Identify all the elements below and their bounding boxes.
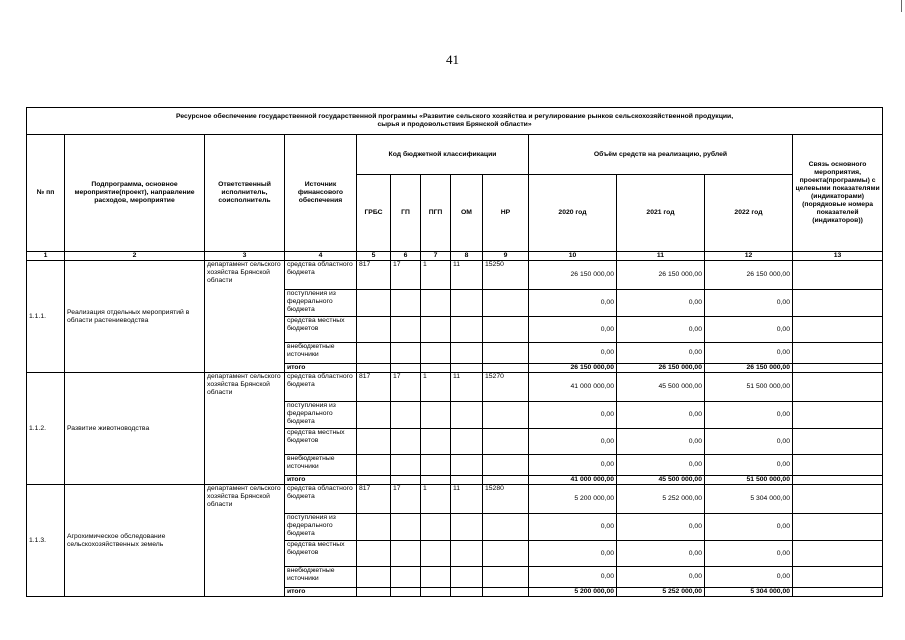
source-cell: средства областного бюджета xyxy=(285,485,357,514)
value-2020: 0,00 xyxy=(529,402,617,429)
pgp-cell xyxy=(421,588,451,597)
nr-cell xyxy=(483,455,529,476)
link-cell xyxy=(793,567,883,588)
link-cell xyxy=(793,343,883,364)
value-2020: 0,00 xyxy=(529,567,617,588)
value-2021: 45 500 000,00 xyxy=(617,373,705,402)
gp-cell: 17 xyxy=(391,485,421,514)
row-executor: департамент сельского хозяйства Брянской области xyxy=(205,261,285,373)
source-cell: поступления из федерального бюджета xyxy=(285,514,357,541)
gp-cell xyxy=(391,317,421,343)
link-cell xyxy=(793,541,883,567)
pgp-cell xyxy=(421,317,451,343)
column-number: 13 xyxy=(793,252,883,261)
source-cell: средства местных бюджетов xyxy=(285,541,357,567)
link-cell xyxy=(793,402,883,429)
pgp-cell: 1 xyxy=(421,261,451,290)
grbs-cell xyxy=(357,429,391,455)
pgp-cell xyxy=(421,476,451,485)
value-2022: 5 304 000,00 xyxy=(705,588,793,597)
source-cell: поступления из федерального бюджета xyxy=(285,402,357,429)
column-number: 2 xyxy=(65,252,205,261)
gp-cell xyxy=(391,541,421,567)
nr-cell xyxy=(483,567,529,588)
link-cell xyxy=(793,514,883,541)
gp-cell xyxy=(391,429,421,455)
grbs-cell xyxy=(357,514,391,541)
header-grbs: ГРБС xyxy=(357,175,391,252)
header-num: № пп xyxy=(27,135,65,252)
om-cell xyxy=(451,588,483,597)
gp-cell xyxy=(391,567,421,588)
nr-cell: 15280 xyxy=(483,485,529,514)
grbs-cell xyxy=(357,402,391,429)
om-cell xyxy=(451,343,483,364)
nr-cell: 15250 xyxy=(483,261,529,290)
value-2021: 0,00 xyxy=(617,402,705,429)
source-cell: внебюджетные источники xyxy=(285,455,357,476)
value-2021: 26 150 000,00 xyxy=(617,261,705,290)
source-cell: итого xyxy=(285,588,357,597)
column-number: 10 xyxy=(529,252,617,261)
column-number: 11 xyxy=(617,252,705,261)
gp-cell xyxy=(391,290,421,317)
link-cell xyxy=(793,373,883,402)
row-executor: департамент сельского хозяйства Брянской области xyxy=(205,485,285,597)
value-2020: 26 150 000,00 xyxy=(529,261,617,290)
grbs-cell xyxy=(357,567,391,588)
nr-cell xyxy=(483,541,529,567)
grbs-cell xyxy=(357,588,391,597)
table-row xyxy=(27,485,883,514)
pgp-cell xyxy=(421,567,451,588)
row-number: 1.1.3. xyxy=(27,485,65,597)
value-2022: 0,00 xyxy=(705,343,793,364)
row-name: Агрохимическое обследование сельскохозяйственных земель xyxy=(65,485,205,597)
source-cell: поступления из федерального бюджета xyxy=(285,290,357,317)
source-cell: средства областного бюджета xyxy=(285,261,357,290)
value-2020: 0,00 xyxy=(529,541,617,567)
column-number: 7 xyxy=(421,252,451,261)
nr-cell: 15270 xyxy=(483,373,529,402)
header-source: Источник финансового обеспечения xyxy=(285,135,357,252)
table-row xyxy=(27,373,883,402)
row-name: Реализация отдельных мероприятий в области растениеводства xyxy=(65,261,205,373)
grbs-cell xyxy=(357,455,391,476)
om-cell xyxy=(451,364,483,373)
column-number: 9 xyxy=(483,252,529,261)
value-2022: 0,00 xyxy=(705,290,793,317)
link-cell xyxy=(793,364,883,373)
link-cell xyxy=(793,290,883,317)
value-2020: 0,00 xyxy=(529,343,617,364)
value-2022: 0,00 xyxy=(705,402,793,429)
table-body xyxy=(27,261,883,597)
nr-cell xyxy=(483,402,529,429)
source-cell: итого xyxy=(285,476,357,485)
table-title: Ресурсное обеспечение государственной государственной программы «Развитие сельского хозяйства и регулирование рынков сельскохозяйственной продукции, сырья и продовольствия Брянской области» xyxy=(27,108,883,135)
header-subprogram: Подпрограмма, основное мероприятие(проект), направление расходов, мероприятие xyxy=(65,135,205,252)
gp-cell xyxy=(391,364,421,373)
om-cell xyxy=(451,402,483,429)
grbs-cell xyxy=(357,364,391,373)
source-cell: итого xyxy=(285,364,357,373)
value-2022: 26 150 000,00 xyxy=(705,261,793,290)
row-name: Развитие животноводства xyxy=(65,373,205,485)
om-cell xyxy=(451,514,483,541)
value-2022: 5 304 000,00 xyxy=(705,485,793,514)
header-om: ОМ xyxy=(451,175,483,252)
value-2020: 26 150 000,00 xyxy=(529,364,617,373)
link-cell xyxy=(793,317,883,343)
grbs-cell xyxy=(357,541,391,567)
value-2022: 51 500 000,00 xyxy=(705,373,793,402)
value-2020: 41 000 000,00 xyxy=(529,476,617,485)
value-2021: 0,00 xyxy=(617,455,705,476)
source-cell: средства областного бюджета xyxy=(285,373,357,402)
value-2020: 0,00 xyxy=(529,290,617,317)
gp-cell xyxy=(391,476,421,485)
nr-cell xyxy=(483,364,529,373)
link-cell xyxy=(793,429,883,455)
header-row-1 xyxy=(27,135,883,175)
gp-cell xyxy=(391,588,421,597)
resource-table xyxy=(26,107,883,597)
column-number: 8 xyxy=(451,252,483,261)
value-2022: 51 500 000,00 xyxy=(705,476,793,485)
pgp-cell: 1 xyxy=(421,373,451,402)
om-cell xyxy=(451,429,483,455)
gp-cell: 17 xyxy=(391,373,421,402)
column-number: 6 xyxy=(391,252,421,261)
column-number-row xyxy=(27,252,883,261)
om-cell xyxy=(451,317,483,343)
column-number: 12 xyxy=(705,252,793,261)
value-2020: 5 200 000,00 xyxy=(529,485,617,514)
value-2021: 5 252 000,00 xyxy=(617,485,705,514)
pgp-cell xyxy=(421,514,451,541)
value-2020: 0,00 xyxy=(529,429,617,455)
header-2022: 2022 год xyxy=(705,175,793,252)
om-cell xyxy=(451,567,483,588)
grbs-cell: 817 xyxy=(357,261,391,290)
pgp-cell xyxy=(421,364,451,373)
nr-cell xyxy=(483,476,529,485)
gp-cell xyxy=(391,402,421,429)
value-2021: 0,00 xyxy=(617,317,705,343)
om-cell: 11 xyxy=(451,373,483,402)
source-cell: внебюджетные источники xyxy=(285,567,357,588)
value-2020: 0,00 xyxy=(529,317,617,343)
source-cell: средства местных бюджетов xyxy=(285,429,357,455)
value-2020: 0,00 xyxy=(529,514,617,541)
grbs-cell xyxy=(357,290,391,317)
header-gp: ГП xyxy=(391,175,421,252)
table-row xyxy=(27,261,883,290)
value-2022: 0,00 xyxy=(705,317,793,343)
value-2020: 5 200 000,00 xyxy=(529,588,617,597)
pgp-cell xyxy=(421,455,451,476)
value-2020: 41 000 000,00 xyxy=(529,373,617,402)
value-2021: 26 150 000,00 xyxy=(617,364,705,373)
header-nr: НР xyxy=(483,175,529,252)
value-2021: 0,00 xyxy=(617,429,705,455)
grbs-cell xyxy=(357,317,391,343)
nr-cell xyxy=(483,429,529,455)
grbs-cell: 817 xyxy=(357,485,391,514)
nr-cell xyxy=(483,514,529,541)
header-2021: 2021 год xyxy=(617,175,705,252)
row-executor: департамент сельского хозяйства Брянской области xyxy=(205,373,285,485)
source-cell: внебюджетные источники xyxy=(285,343,357,364)
value-2021: 0,00 xyxy=(617,343,705,364)
gp-cell xyxy=(391,343,421,364)
nr-cell xyxy=(483,588,529,597)
pgp-cell xyxy=(421,541,451,567)
value-2022: 0,00 xyxy=(705,514,793,541)
link-cell xyxy=(793,455,883,476)
om-cell xyxy=(451,290,483,317)
pgp-cell: 1 xyxy=(421,485,451,514)
value-2021: 45 500 000,00 xyxy=(617,476,705,485)
link-cell xyxy=(793,261,883,290)
link-cell xyxy=(793,588,883,597)
value-2022: 0,00 xyxy=(705,567,793,588)
gp-cell xyxy=(391,455,421,476)
source-cell: средства местных бюджетов xyxy=(285,317,357,343)
value-2020: 0,00 xyxy=(529,455,617,476)
nr-cell xyxy=(483,290,529,317)
value-2022: 0,00 xyxy=(705,455,793,476)
value-2022: 0,00 xyxy=(705,541,793,567)
edge-mark xyxy=(901,0,902,12)
table-title-row xyxy=(27,108,883,135)
pgp-cell xyxy=(421,290,451,317)
page-number: 41 xyxy=(446,52,459,67)
om-cell: 11 xyxy=(451,485,483,514)
pgp-cell xyxy=(421,429,451,455)
pgp-cell xyxy=(421,402,451,429)
grbs-cell xyxy=(357,476,391,485)
header-budget-code: Код бюджетной классификации xyxy=(357,135,529,175)
row-number: 1.1.1. xyxy=(27,261,65,373)
grbs-cell xyxy=(357,343,391,364)
grbs-cell: 817 xyxy=(357,373,391,402)
column-number: 4 xyxy=(285,252,357,261)
header-link: Связь основного мероприятия, проекта(программы) с целевыми показателями (индикаторами) (порядковые номера показателей (индикаторов)) xyxy=(793,135,883,252)
value-2021: 0,00 xyxy=(617,541,705,567)
row-number: 1.1.2. xyxy=(27,373,65,485)
column-number: 1 xyxy=(27,252,65,261)
value-2022: 26 150 000,00 xyxy=(705,364,793,373)
header-2020: 2020 год xyxy=(529,175,617,252)
gp-cell: 17 xyxy=(391,261,421,290)
gp-cell xyxy=(391,514,421,541)
value-2022: 0,00 xyxy=(705,429,793,455)
value-2021: 0,00 xyxy=(617,290,705,317)
om-cell xyxy=(451,541,483,567)
pgp-cell xyxy=(421,343,451,364)
link-cell xyxy=(793,476,883,485)
column-number: 5 xyxy=(357,252,391,261)
link-cell xyxy=(793,485,883,514)
value-2021: 0,00 xyxy=(617,567,705,588)
om-cell xyxy=(451,476,483,485)
nr-cell xyxy=(483,343,529,364)
header-pgp: ПГП xyxy=(421,175,451,252)
nr-cell xyxy=(483,317,529,343)
header-volume: Объём средств на реализацию, рублей xyxy=(529,135,793,175)
om-cell: 11 xyxy=(451,261,483,290)
header-executor: Ответственный исполнитель, соисполнитель xyxy=(205,135,285,252)
value-2021: 0,00 xyxy=(617,514,705,541)
column-number: 3 xyxy=(205,252,285,261)
value-2021: 5 252 000,00 xyxy=(617,588,705,597)
om-cell xyxy=(451,455,483,476)
